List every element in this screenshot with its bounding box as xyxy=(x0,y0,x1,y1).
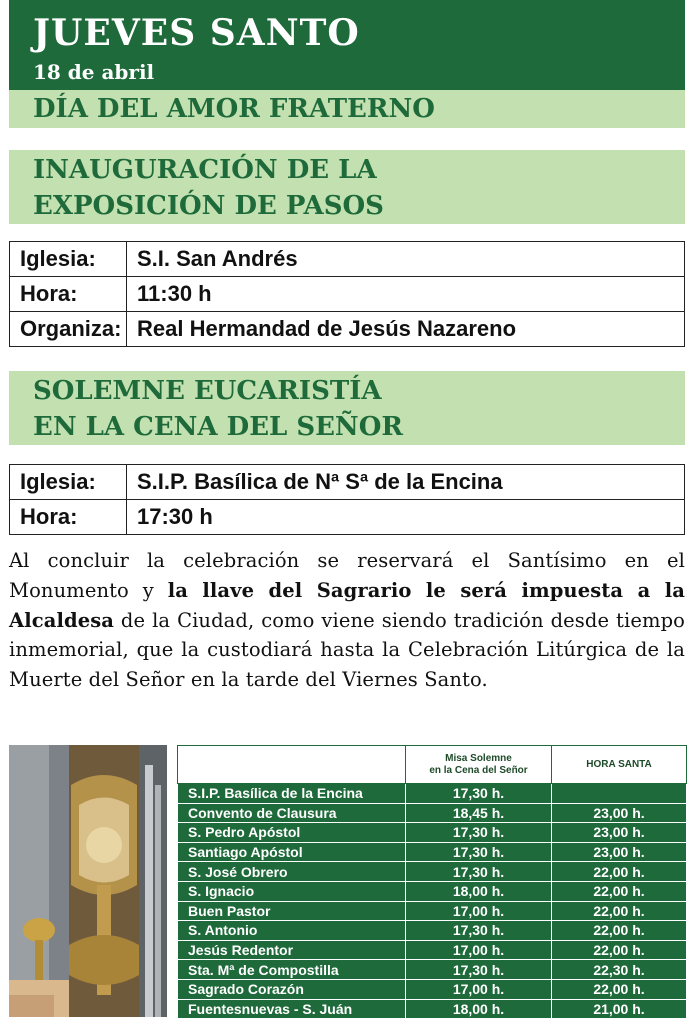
misa-time-cell: 18,00 h. xyxy=(406,999,552,1019)
section1-band xyxy=(9,150,685,224)
church-cell: Santiago Apóstol xyxy=(178,842,406,862)
church-cell: S. Ignacio xyxy=(178,881,406,901)
church-cell: S.I.P. Basílica de la Encina xyxy=(178,784,406,804)
paragraph-text-2: de la Ciudad, como viene siendo tradición desde tiempo inmemorial, que la custodiará hasta la Celebración Litúrgica de la Muerte del Señor en la tarde del Viernes Santo. xyxy=(9,608,685,692)
section2-band xyxy=(9,371,685,445)
day-band xyxy=(9,90,685,128)
table-row xyxy=(178,921,687,941)
table-row xyxy=(178,881,687,901)
misa-time-cell: 17,30 h. xyxy=(406,823,552,843)
church-cell: Fuentesnuevas - S. Juán xyxy=(178,999,406,1019)
hora-santa-cell: 23,00 h. xyxy=(552,823,687,843)
hora-santa-cell: 22,00 h. xyxy=(552,921,687,941)
row-value: 17:30 h xyxy=(127,500,685,535)
header-banner xyxy=(9,0,685,90)
table-row xyxy=(178,823,687,843)
table-row xyxy=(178,842,687,862)
table-row xyxy=(178,999,687,1019)
misa-time-cell: 17,30 h. xyxy=(406,784,552,804)
row-value: 11:30 h xyxy=(127,277,685,312)
church-cell: Sta. Mª de Compostilla xyxy=(178,960,406,980)
row-label: Hora: xyxy=(10,500,127,535)
table-row xyxy=(10,242,685,277)
description-paragraph xyxy=(9,546,685,695)
monstrance-illustration xyxy=(9,745,167,1017)
section1-title-line2: EXPOSICIÓN DE PASOS xyxy=(33,191,384,221)
table-row xyxy=(178,940,687,960)
church-cell: S. José Obrero xyxy=(178,862,406,882)
header-misa xyxy=(406,746,552,784)
hora-santa-cell: 23,00 h. xyxy=(552,803,687,823)
misa-time-cell: 17,30 h. xyxy=(406,921,552,941)
header-hora-santa: HORA SANTA xyxy=(552,746,687,784)
row-label: Organiza: xyxy=(10,312,127,347)
church-cell: Buen Pastor xyxy=(178,901,406,921)
misa-time-cell: 18,00 h. xyxy=(406,881,552,901)
misa-time-cell: 17,00 h. xyxy=(406,940,552,960)
church-cell: S. Pedro Apóstol xyxy=(178,823,406,843)
misa-time-cell: 17,00 h. xyxy=(406,901,552,921)
church-cell: S. Antonio xyxy=(178,921,406,941)
hora-santa-cell: 22,00 h. xyxy=(552,881,687,901)
hora-santa-cell: 22,00 h. xyxy=(552,940,687,960)
day-label: DÍA DEL AMOR FRATERNO xyxy=(33,94,435,124)
table-row xyxy=(178,803,687,823)
hora-santa-cell: 21,00 h. xyxy=(552,999,687,1019)
schedule-table xyxy=(177,745,687,1019)
table-row xyxy=(10,312,685,347)
section2-info-table xyxy=(9,464,685,535)
misa-time-cell: 17,30 h. xyxy=(406,842,552,862)
misa-time-cell: 17,00 h. xyxy=(406,979,552,999)
header-misa-text: Misa Solemne en la Cena del Señor xyxy=(429,752,528,776)
row-label: Hora: xyxy=(10,277,127,312)
church-cell: Jesús Redentor xyxy=(178,940,406,960)
table-header-row xyxy=(178,746,687,784)
table-row xyxy=(178,901,687,921)
table-row xyxy=(10,277,685,312)
table-row xyxy=(178,960,687,980)
hora-santa-cell: 22,00 h. xyxy=(552,979,687,999)
table-row xyxy=(10,465,685,500)
section1-title-line1: INAUGURACIÓN DE LA xyxy=(33,155,377,185)
schedule-body xyxy=(178,784,687,1019)
paragraph-bold-text: la llave del Sagrario le será impuesta a la Alcaldesa xyxy=(9,578,685,632)
church-cell: Sagrado Corazón xyxy=(178,979,406,999)
table-row xyxy=(178,979,687,999)
hora-santa-cell: 23,00 h. xyxy=(552,842,687,862)
section1-info-table xyxy=(9,241,685,347)
misa-time-cell: 18,45 h. xyxy=(406,803,552,823)
page-title: JUEVES SANTO xyxy=(33,12,360,54)
section2-title-line2: EN LA CENA DEL SEÑOR xyxy=(33,412,403,442)
section2-title-line1: SOLEMNE EUCARISTÍA xyxy=(33,376,382,406)
row-value: Real Hermandad de Jesús Nazareno xyxy=(127,312,685,347)
table-row xyxy=(178,784,687,804)
table-row xyxy=(178,862,687,882)
hora-santa-cell: 22,30 h. xyxy=(552,960,687,980)
hora-santa-cell: 22,00 h. xyxy=(552,901,687,921)
header-church xyxy=(178,746,406,784)
row-label: Iglesia: xyxy=(10,465,127,500)
misa-time-cell: 17,30 h. xyxy=(406,960,552,980)
date-label: 18 de abril xyxy=(33,60,155,84)
row-label: Iglesia: xyxy=(10,242,127,277)
table-row xyxy=(10,500,685,535)
row-value: S.I. San Andrés xyxy=(127,242,685,277)
misa-time-cell: 17,30 h. xyxy=(406,862,552,882)
church-cell: Convento de Clausura xyxy=(178,803,406,823)
monstrance-photo xyxy=(9,745,167,1017)
hora-santa-cell xyxy=(552,784,687,804)
row-value: S.I.P. Basílica de Nª Sª de la Encina xyxy=(127,465,685,500)
hora-santa-cell: 22,00 h. xyxy=(552,862,687,882)
paragraph-text-1: Al concluir la celebración se reservará el Santísimo en el Monumento y xyxy=(9,549,685,602)
